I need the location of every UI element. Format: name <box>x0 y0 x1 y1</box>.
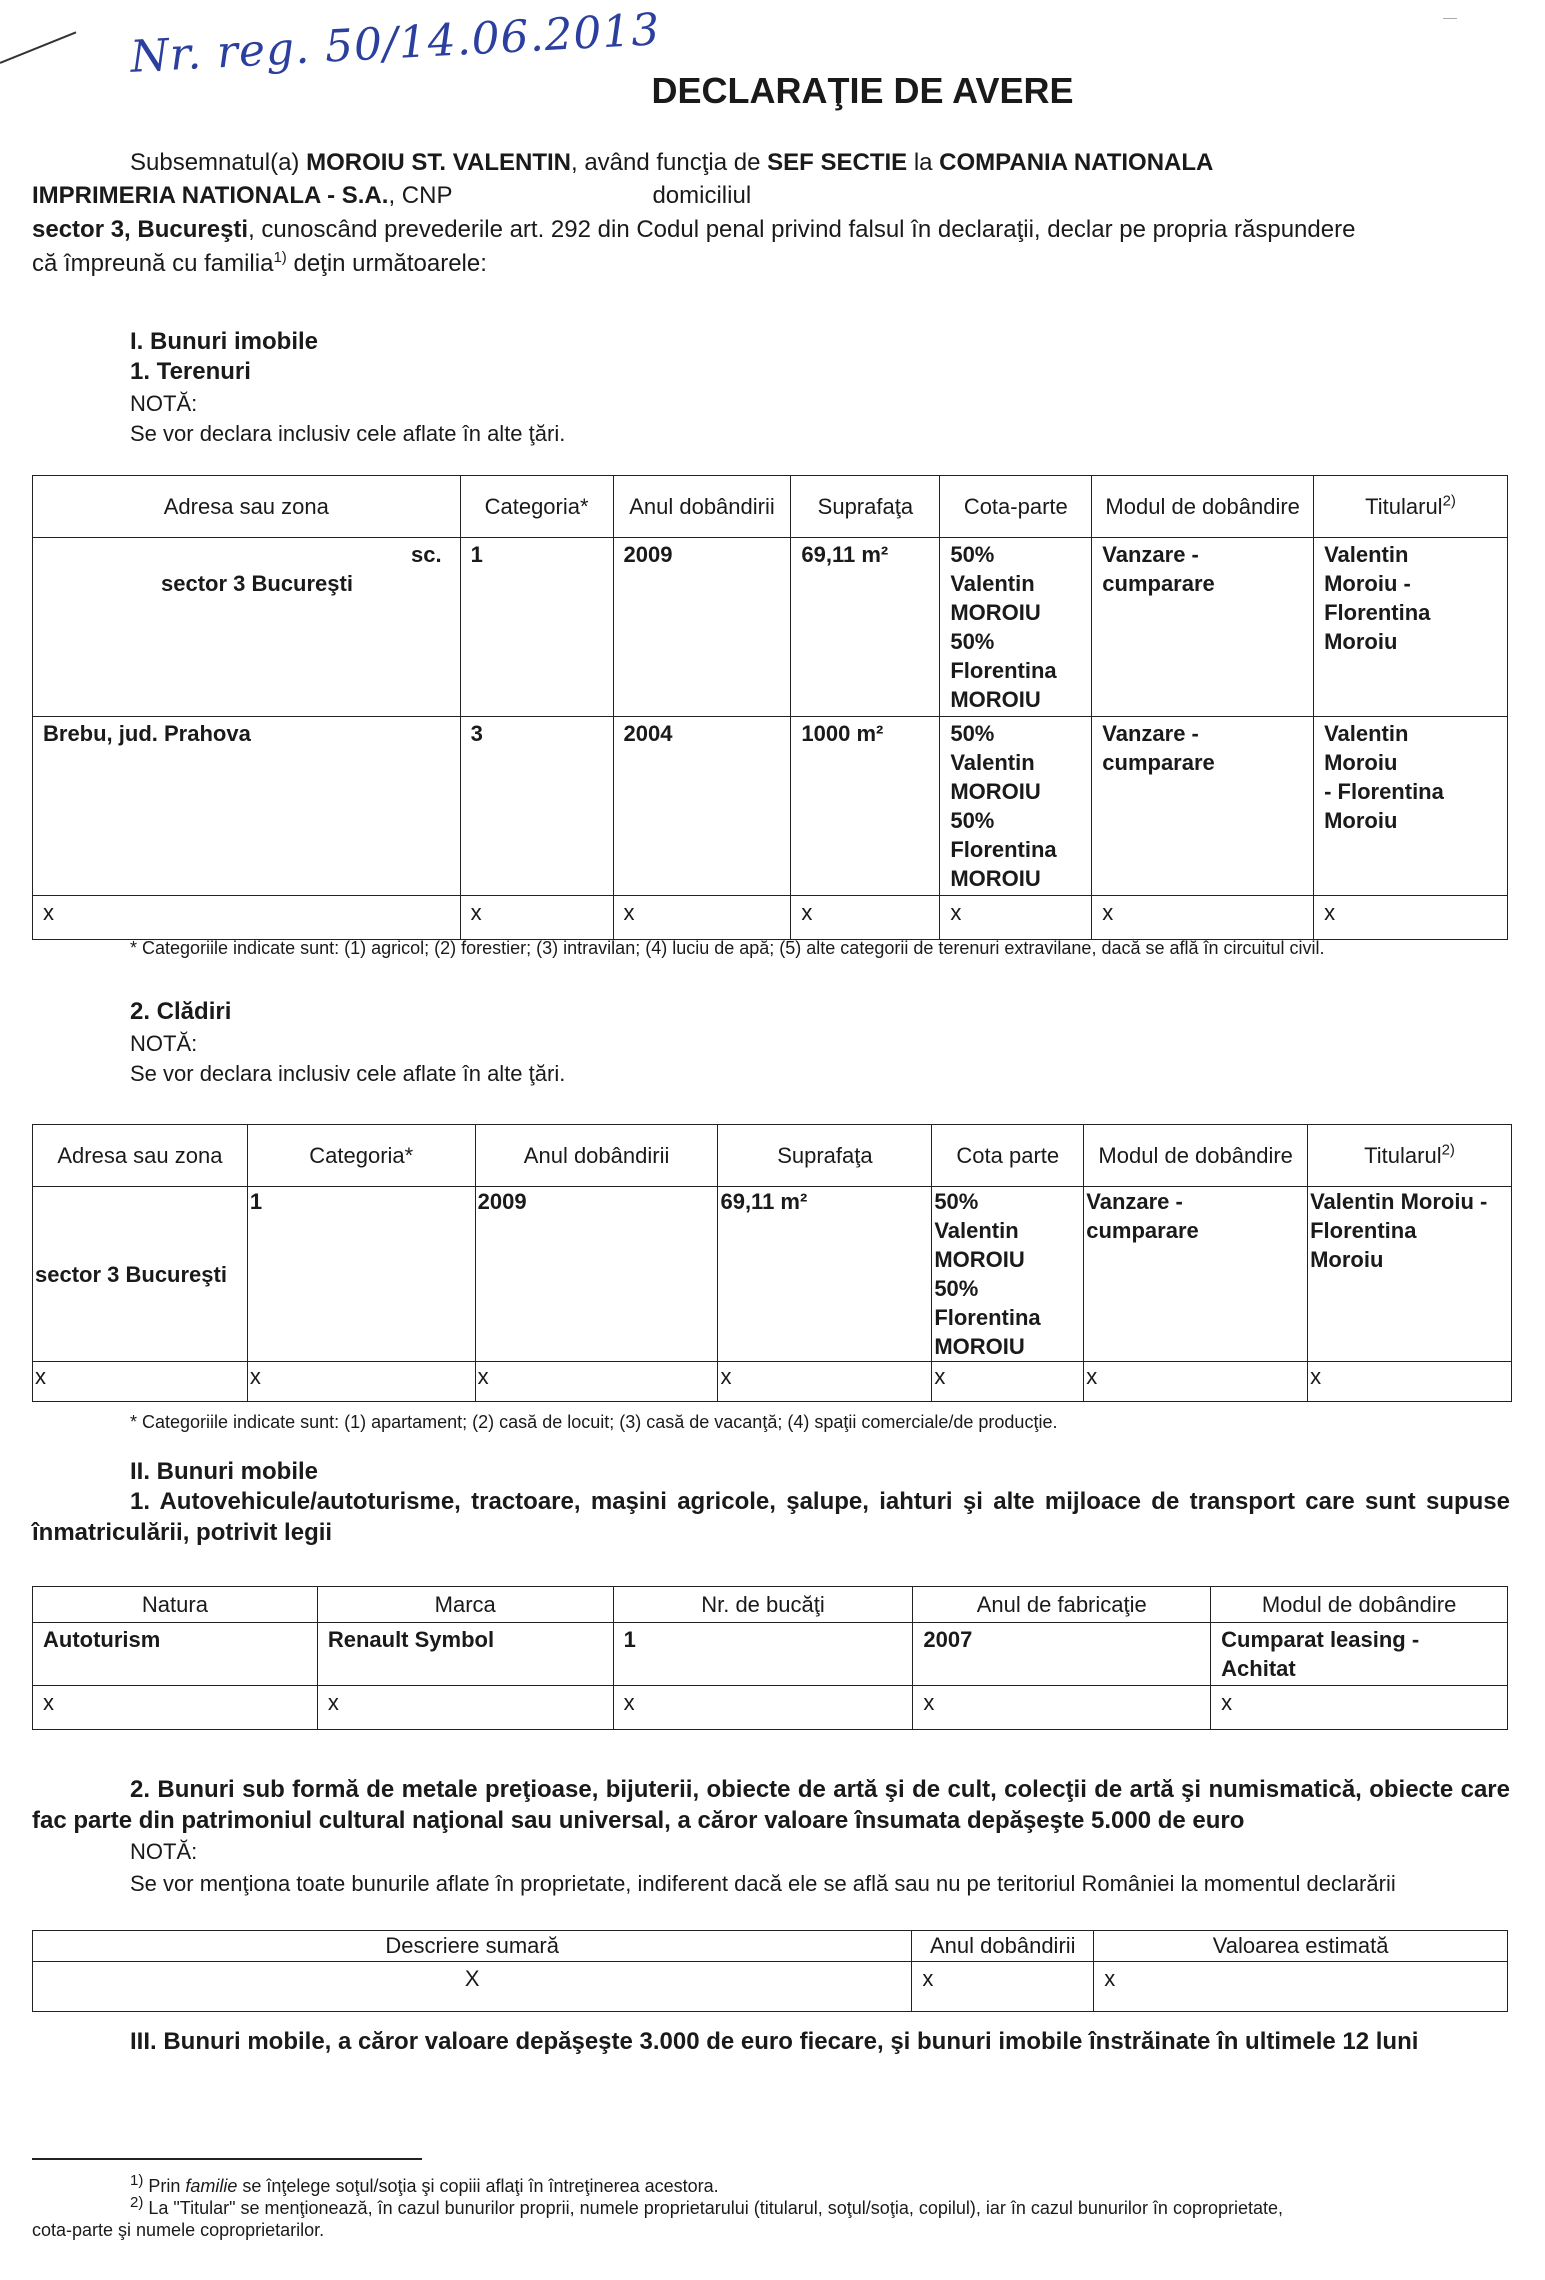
land-address: sc. sector 3 Bucureşti <box>33 538 461 717</box>
footnote-2-continued: cota-parte şi numele coproprietarilor. <box>32 2220 325 2240</box>
declarant-address: sector 3, Bucureşti <box>32 216 249 243</box>
section-1-2-note-label: NOTĂ: <box>130 1031 198 1056</box>
valuables-table-header <box>33 1931 1508 1962</box>
land-table-header <box>33 476 1508 538</box>
land-area: 69,11 m² <box>791 538 940 717</box>
table-row-empty: x x x x x <box>33 1686 1508 1730</box>
intro-line-1: Subsemnatul(a) MOROIU ST. VALENTIN, având funcţia de SEF SECTIE la COMPANIA NATIONALA <box>130 149 1214 176</box>
valuable-description: X <box>33 1962 912 2012</box>
vehicle-table <box>32 1586 1508 1730</box>
land-share: 50% Valentin MOROIU 50% Florentina MOROIU <box>940 538 1092 717</box>
building-holder: Valentin Moroiu - Florentina Moroiu <box>1308 1187 1512 1362</box>
col-header: Modul de dobândire <box>1211 1587 1508 1623</box>
col-header: Descriere sumară <box>33 1931 912 1962</box>
section-1-2-note-text: Se vor declara inclusiv cele aflate în alte ţări. <box>130 1061 566 1086</box>
intro-line-4: că împreună cu familia$^{1)}$ deţin următoarele: <box>32 249 487 277</box>
vehicle-type: Autoturism <box>33 1623 318 1686</box>
col-header: Cota-parte <box>940 476 1092 538</box>
col-header: Anul dobândirii <box>475 1125 718 1187</box>
vehicle-brand: Renault Symbol <box>317 1623 613 1686</box>
declarant-function: SEF SECTIE <box>767 149 908 176</box>
footnote-separator <box>32 2158 422 2160</box>
valuable-value: x <box>1094 1962 1508 2012</box>
table-row-empty: x x x x x x x <box>33 896 1508 940</box>
vehicle-year: 2007 <box>913 1623 1211 1686</box>
intro-line-2: IMPRIMERIA NATIONALA - S.A., CNP domiciliul <box>32 182 752 209</box>
corner-mark <box>1443 18 1457 19</box>
land-category: 3 <box>460 717 613 896</box>
col-header: Modul de dobândire <box>1084 1125 1308 1187</box>
table-row <box>33 1623 1508 1686</box>
col-header: Anul dobândirii <box>912 1931 1094 1962</box>
company-name-a: COMPANIA NATIONALA <box>939 149 1214 176</box>
building-category: 1 <box>247 1187 475 1362</box>
land-share: 50% Valentin MOROIU 50% Florentina MOROIU <box>940 717 1092 896</box>
land-mode: Vanzare - cumparare <box>1092 717 1314 896</box>
section-1-note-text: Se vor declara inclusiv cele aflate în alte ţări. <box>130 421 566 446</box>
table-row <box>33 538 1508 717</box>
document-title: DECLARAŢIE DE AVERE <box>651 70 1074 111</box>
section-1-heading: I. Bunuri imobile <box>130 328 319 355</box>
section-1-note-label: NOTĂ: <box>130 391 198 416</box>
table-row <box>33 717 1508 896</box>
col-header: Adresa sau zona <box>33 1125 248 1187</box>
section-2-2-note-text: Se vor menţiona toate bunurile aflate în proprietate, indiferent dacă ele se află sau nu pe teritoriul României la momentul declarării <box>130 1871 1396 1896</box>
building-share: 50% Valentin MOROIU 50% Florentina MOROIU <box>932 1187 1084 1362</box>
col-header: Nr. de bucăţi <box>613 1587 913 1623</box>
land-year: 2009 <box>613 538 791 717</box>
building-table <box>32 1124 1512 1402</box>
land-year: 2004 <box>613 717 791 896</box>
building-area: 69,11 m² <box>718 1187 932 1362</box>
registration-handwritten: Nr. reg. 50/14.06.2013 <box>129 4 662 83</box>
section-2-1-heading: 1. Autovehicule/autoturisme, tractoare, maşini agricole, şalupe, iahturi şi alte mijloace de transport care sunt supuse înmatriculării, potrivit legii <box>32 1488 1510 1546</box>
valuable-year: x <box>912 1962 1094 2012</box>
building-address: sector 3 Bucureşti <box>33 1187 248 1362</box>
building-year: 2009 <box>475 1187 718 1362</box>
col-header: Categoria* <box>247 1125 475 1187</box>
col-header: Cota parte <box>932 1125 1084 1187</box>
table-row <box>33 1187 1512 1362</box>
col-header: Anul dobândirii <box>613 476 791 538</box>
col-header: Modul de dobândire <box>1092 476 1314 538</box>
col-header: Suprafaţa <box>718 1125 932 1187</box>
building-table-header <box>33 1125 1512 1187</box>
table-row-empty: x x x x x x x <box>33 1362 1512 1402</box>
vehicle-count: 1 <box>613 1623 913 1686</box>
col-header: Categoria* <box>460 476 613 538</box>
footnote-1: $^{1)}$ Prin familie se înţelege soţul/soţia şi copiii aflaţi în întreţinerea acestora. <box>130 2172 719 2196</box>
section-2-2-note-label: NOTĂ: <box>130 1839 198 1864</box>
land-mode: Vanzare - cumparare <box>1092 538 1314 717</box>
col-header: Suprafaţa <box>791 476 940 538</box>
land-holder: Valentin Moroiu - Florentina Moroiu <box>1314 717 1508 896</box>
building-mode: Vanzare - cumparare <box>1084 1187 1308 1362</box>
declarant-name: MOROIU ST. VALENTIN <box>306 149 571 176</box>
land-area: 1000 m² <box>791 717 940 896</box>
vehicle-mode: Cumparat leasing - Achitat <box>1211 1623 1508 1686</box>
col-header: Titularul$^{2)}$ <box>1308 1125 1512 1187</box>
building-category-footnote: * Categoriile indicate sunt: (1) apartament; (2) casă de locuit; (3) casă de vacanţă; (4) spaţii comerciale/de producţie. <box>130 1412 1058 1432</box>
land-table <box>32 475 1508 940</box>
section-2-2-heading: 2. Bunuri sub formă de metale preţioase, bijuterii, obiecte de artă şi de cult, colecţii de artă şi numismatică, obiecte care fac parte din patrimoniul cultural naţional sau universal, a căror valoare însumata depăşeşte 5.000 de euro <box>32 1776 1510 1834</box>
col-header: Adresa sau zona <box>33 476 461 538</box>
footnote-2: $^{2)}$ La "Titular" se menţionează, în cazul bunurilor proprii, numele proprietarului (titularul, soţul/soţia, copilul), iar în cazul bunurilor în coproprietate, <box>130 2194 1284 2218</box>
company-name-b: IMPRIMERIA NATIONALA - S.A. <box>32 182 389 209</box>
table-row <box>33 1962 1508 2012</box>
section-2-heading: II. Bunuri mobile <box>130 1458 319 1485</box>
land-category: 1 <box>460 538 613 717</box>
section-3-heading: III. Bunuri mobile, a căror valoare depăşeşte 3.000 de euro fiecare, şi bunuri imobile înstrăinate în ultimele 12 luni <box>130 2028 1419 2055</box>
pen-stroke <box>0 31 76 64</box>
col-header: Anul de fabricaţie <box>913 1587 1211 1623</box>
land-address: Brebu, jud. Prahova <box>33 717 461 896</box>
col-header: Valoarea estimată <box>1094 1931 1508 1962</box>
intro-line-3: sector 3, Bucureşti, cunoscând prevederile art. 292 din Codul penal privind falsul în declaraţii, declar pe propria răspundere <box>32 216 1356 243</box>
valuables-table <box>32 1930 1508 2012</box>
section-1-1-heading: 1. Terenuri <box>130 358 251 385</box>
col-header: Natura <box>33 1587 318 1623</box>
section-1-2-heading: 2. Clădiri <box>130 998 232 1025</box>
col-header: Titularul$^{2)}$ <box>1314 476 1508 538</box>
land-holder: Valentin Moroiu - Florentina Moroiu <box>1314 538 1508 717</box>
vehicle-table-header <box>33 1587 1508 1623</box>
land-category-footnote: * Categoriile indicate sunt: (1) agricol; (2) forestier; (3) intravilan; (4) luciu de apă; (5) alte categorii de terenuri extravilane, dacă se află în circuitul civil. <box>130 938 1325 958</box>
col-header: Marca <box>317 1587 613 1623</box>
